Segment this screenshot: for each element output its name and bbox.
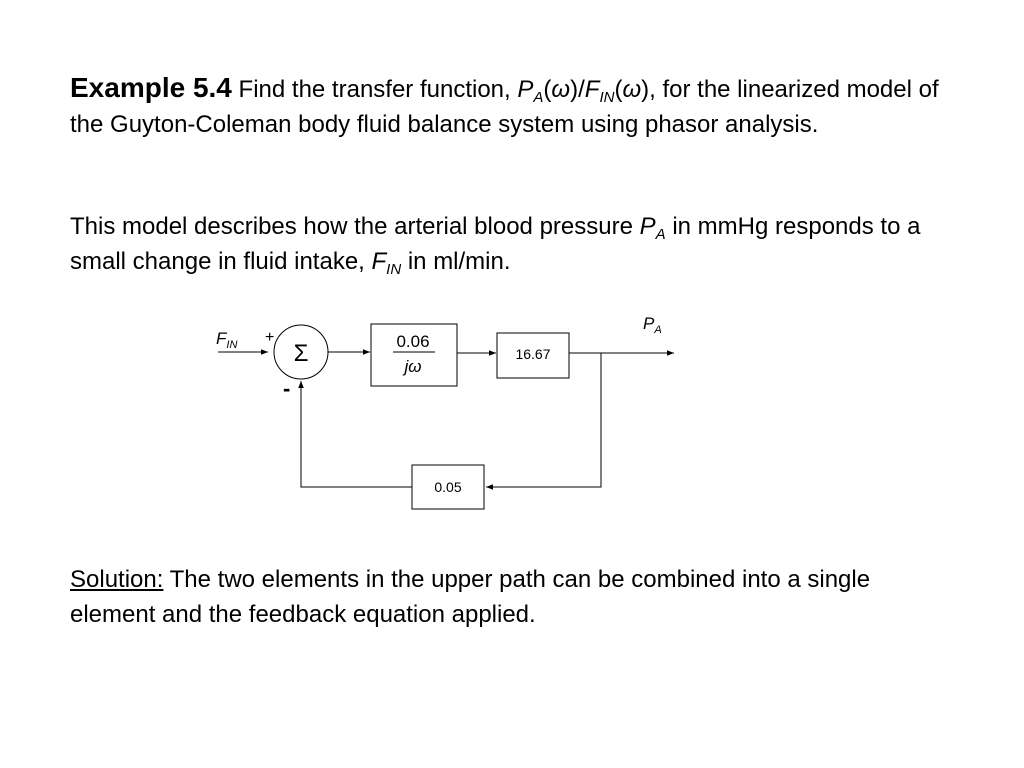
fin-sub: IN (386, 261, 402, 278)
solution-label: Solution: (70, 566, 164, 593)
plus-sign: + (265, 329, 275, 346)
tf-paren-open-2: ( (614, 76, 623, 103)
description-part3: in ml/min. (401, 248, 511, 275)
gain-value: 16.67 (515, 346, 551, 362)
tf-paren-open-1: ( (543, 76, 552, 103)
feedback-value: 0.05 (434, 479, 462, 495)
tf-paren-close-1: ) (570, 76, 579, 103)
tf-paren-close-2: ) (641, 76, 650, 103)
pa-sub: A (655, 226, 666, 243)
tf-omega-2: ω (622, 76, 642, 103)
tf-slash: / (578, 76, 585, 103)
feedback-return-line (301, 381, 412, 487)
integrator-denominator: jω (404, 357, 422, 376)
example-intro: Find the transfer function, (238, 76, 518, 103)
description-part2: in mmHg responds to a small change in fluid intake, (70, 213, 921, 275)
input-label: $F_{IN}$ (216, 329, 238, 351)
tf-numerator-var: P (517, 76, 534, 103)
tf-denominator-sub: IN (599, 89, 615, 106)
tf-denominator-var: F (584, 76, 600, 103)
minus-sign: - (283, 376, 291, 401)
example-tail: , for the linearized model of the Guyton-Coleman body fluid balance system using phasor analysis. (70, 76, 939, 138)
sum-symbol: Σ (293, 340, 309, 367)
solution-paragraph (70, 562, 950, 632)
fin-var: F (371, 248, 387, 275)
tf-numerator-sub: A (533, 89, 544, 106)
solution-text: The two elements in the upper path can be combined into a single element and the feedback equation applied. (70, 566, 871, 628)
integrator-numerator: 0.06 (396, 332, 430, 351)
example-heading: Example 5.4 (70, 72, 232, 103)
output-label: $P_A$ (643, 314, 662, 336)
tf-omega-1: ω (551, 76, 571, 103)
description-part1: This model describes how the arterial blood pressure (70, 213, 640, 240)
pa-var: P (639, 213, 656, 240)
